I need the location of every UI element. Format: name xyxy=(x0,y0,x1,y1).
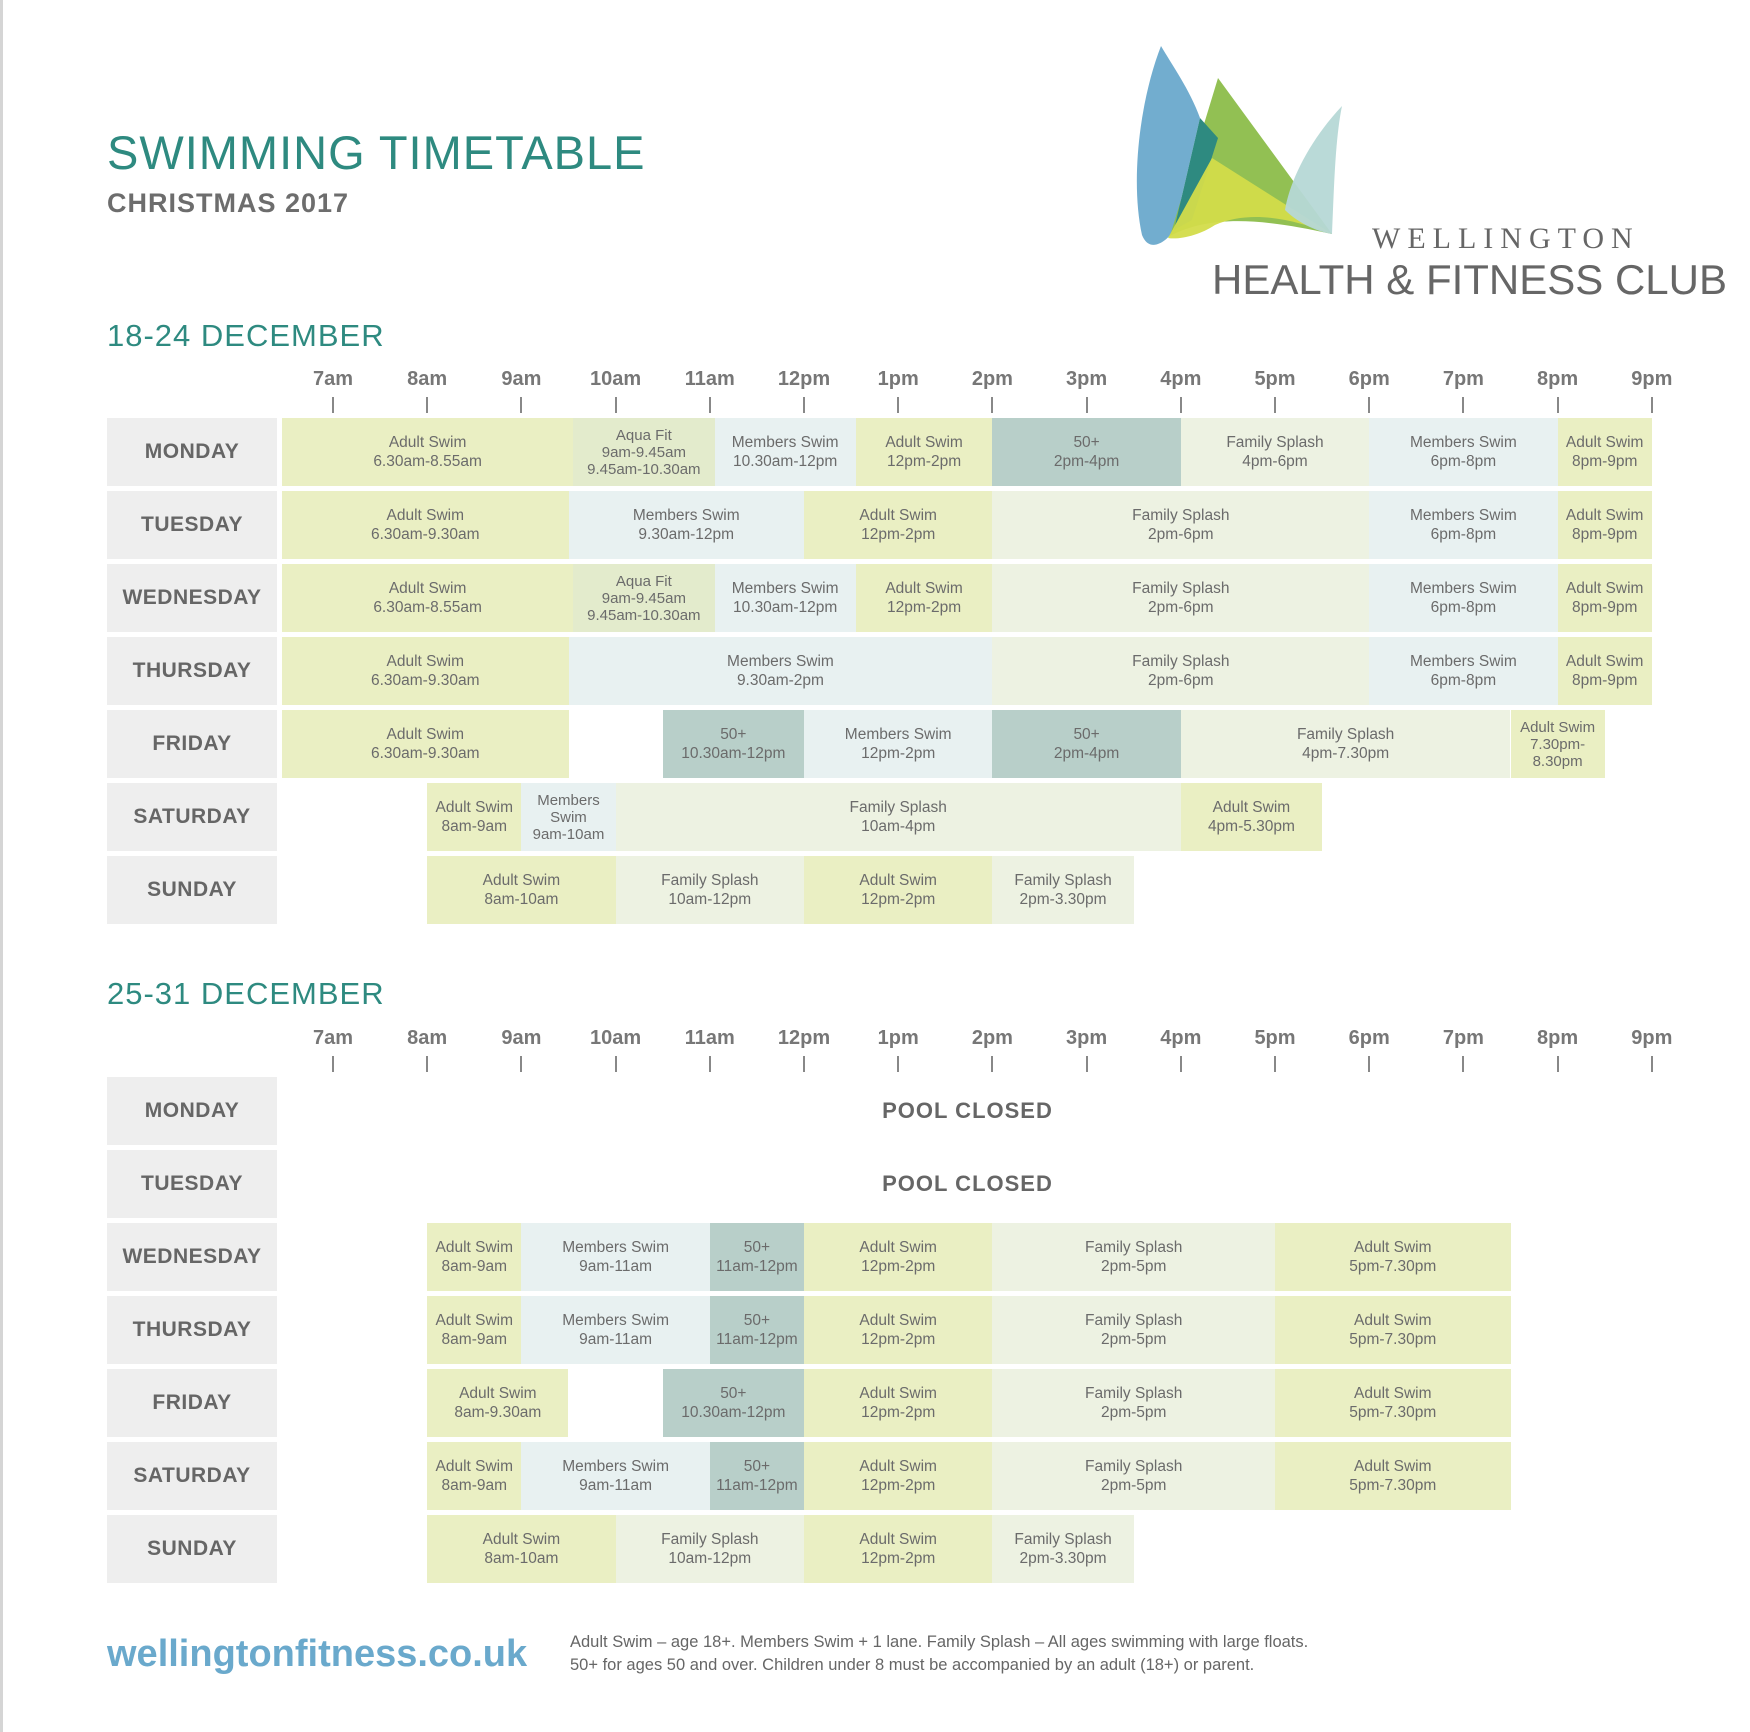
session-time: 6.30am-9.30am xyxy=(370,672,480,689)
session-time: 2pm-6pm xyxy=(1148,672,1214,689)
session-name: Family Splash xyxy=(1085,1312,1183,1329)
session-name: Aqua Fit xyxy=(615,426,672,444)
session-time: 8am-9am xyxy=(441,1258,508,1275)
session-time: 12pm-2pm xyxy=(887,599,962,616)
session-name: Adult Swim xyxy=(1212,799,1291,816)
session-name: Adult Swim xyxy=(859,872,937,889)
session-name: Adult Swim xyxy=(885,580,963,597)
session-time: 12pm-2pm xyxy=(861,1331,936,1348)
session-name: Adult Swim xyxy=(435,1239,514,1256)
day-label-sunday: SUNDAY xyxy=(107,1515,277,1583)
session-block-adult[interactable] xyxy=(427,856,615,924)
session-name: Adult Swim xyxy=(859,1312,937,1329)
session-time: 6pm-8pm xyxy=(1430,672,1497,689)
session-name: Adult Swim xyxy=(1520,718,1596,736)
session-block-family[interactable] xyxy=(992,1296,1275,1364)
session-time: 9am-11am xyxy=(579,1477,653,1494)
session-block-members[interactable] xyxy=(521,1296,709,1364)
hour-label: 12pm xyxy=(777,1027,831,1049)
session-block-adult[interactable] xyxy=(804,1223,992,1291)
session-time: 12pm-2pm xyxy=(887,453,962,470)
day-label-wednesday: WEDNESDAY xyxy=(107,1223,277,1291)
logo-wordmark-line2: HEALTH & FITNESS CLUB xyxy=(1212,256,1727,303)
session-name: Adult Swim xyxy=(435,1458,514,1475)
session-name: Adult Swim xyxy=(435,1312,514,1329)
session-block-adult[interactable] xyxy=(427,1515,615,1583)
page-title: SWIMMING TIMETABLE xyxy=(107,126,646,179)
session-time: 9am-9.45am xyxy=(601,443,686,461)
hour-label: 1pm xyxy=(877,368,919,390)
session-block-members[interactable] xyxy=(521,1442,709,1510)
session-time: 2pm-4pm xyxy=(1053,453,1120,470)
session-name: 50+ xyxy=(720,726,747,743)
session-name: Family Splash xyxy=(1085,1239,1183,1256)
session-time: 5pm-7.30pm xyxy=(1349,1404,1437,1421)
session-time: 9.30am-12pm xyxy=(638,526,735,543)
session-time: 9am-9.45am xyxy=(601,589,686,607)
session-name: Members Swim xyxy=(1409,580,1517,597)
session-block-adult[interactable] xyxy=(282,491,569,559)
session-time: 12pm-2pm xyxy=(861,745,936,762)
hour-tick xyxy=(520,1056,522,1072)
session-time: 8am-9am xyxy=(441,1477,508,1494)
session-block-members[interactable] xyxy=(569,491,805,559)
session-block-adult[interactable] xyxy=(856,418,993,486)
session-name: Members Swim xyxy=(731,434,839,451)
hour-label: 7am xyxy=(312,368,354,390)
hour-tick xyxy=(709,397,711,413)
session-name: Adult Swim xyxy=(482,872,561,889)
hour-label: 8am xyxy=(407,368,448,390)
hour-label: 11am xyxy=(684,1027,735,1049)
hour-label: 7pm xyxy=(1442,368,1484,390)
session-block-adult[interactable] xyxy=(1511,710,1605,778)
hour-tick xyxy=(1274,397,1276,413)
session-block-members[interactable] xyxy=(715,564,856,632)
session-time: 2pm-3.30pm xyxy=(1019,1550,1107,1567)
session-time: 12pm-2pm xyxy=(861,1404,936,1421)
session-block-adult[interactable] xyxy=(427,1442,521,1510)
session-block-adult[interactable] xyxy=(1275,1223,1511,1291)
session-time: 6.30am-9.30am xyxy=(370,745,480,762)
session-time: 10am-4pm xyxy=(861,818,936,835)
hour-label: 7am xyxy=(312,1027,354,1049)
session-block-adult[interactable] xyxy=(1275,1442,1511,1510)
session-block-adult[interactable] xyxy=(282,418,573,486)
session-time: 2pm-5pm xyxy=(1100,1258,1167,1275)
hour-tick xyxy=(709,1056,711,1072)
hour-label: 9am xyxy=(501,1027,542,1049)
hour-label: 8pm xyxy=(1537,368,1579,390)
session-block-members[interactable] xyxy=(1369,418,1557,486)
hour-tick xyxy=(897,1056,899,1072)
session-block-adult[interactable] xyxy=(282,637,569,705)
session-name: Adult Swim xyxy=(386,653,465,670)
day-label-friday: FRIDAY xyxy=(107,1369,277,1437)
session-block-adult[interactable] xyxy=(427,783,521,851)
day-label-saturday: SATURDAY xyxy=(107,1442,277,1510)
hour-label: 3pm xyxy=(1066,1027,1108,1049)
hour-label: 10am xyxy=(590,368,642,390)
session-name: Adult Swim xyxy=(386,726,465,743)
hour-tick xyxy=(991,1056,993,1072)
session-name: Members xyxy=(537,791,600,809)
session-block-aqua[interactable] xyxy=(573,418,714,486)
session-block-family[interactable] xyxy=(992,491,1369,559)
session-block-fifty[interactable] xyxy=(710,1442,804,1510)
session-time: 8am-10am xyxy=(484,1550,559,1567)
footer-note-line2: 50+ for ages 50 and over. Children under 8 must be accompanied by an adult (18+) or parent. xyxy=(570,1656,1255,1674)
session-name: Adult Swim xyxy=(859,1531,937,1548)
day-label-monday: MONDAY xyxy=(107,1077,277,1145)
hour-label: 5pm xyxy=(1254,368,1296,390)
hour-tick xyxy=(1462,397,1464,413)
session-name: Adult Swim xyxy=(1565,580,1644,597)
session-block-adult[interactable] xyxy=(282,564,573,632)
session-name: 50+ xyxy=(1073,726,1100,743)
session-name: Aqua Fit xyxy=(615,572,672,590)
session-time: 6.30am-8.55am xyxy=(373,599,482,616)
hour-label: 7pm xyxy=(1442,1027,1484,1049)
session-name: Adult Swim xyxy=(1565,507,1644,524)
hour-tick xyxy=(1557,397,1559,413)
session-block-family[interactable] xyxy=(616,1515,804,1583)
session-name: Members Swim xyxy=(1409,434,1517,451)
session-block-adult[interactable] xyxy=(804,856,992,924)
session-block-fifty[interactable] xyxy=(992,710,1180,778)
session-name: 50+ xyxy=(1073,434,1100,451)
session-time: 6pm-8pm xyxy=(1430,453,1497,470)
hour-tick xyxy=(1651,1056,1653,1072)
session-block-family[interactable] xyxy=(992,564,1369,632)
session-name: Adult Swim xyxy=(885,434,963,451)
hour-tick xyxy=(1368,1056,1370,1072)
session-name: Adult Swim xyxy=(1565,653,1644,670)
session-block-members[interactable] xyxy=(521,1223,709,1291)
session-time: 8pm-9pm xyxy=(1571,453,1638,470)
hour-label: 2pm xyxy=(971,1027,1013,1049)
session-block-adult[interactable] xyxy=(1275,1296,1511,1364)
hour-tick xyxy=(520,397,522,413)
session-name: Adult Swim xyxy=(435,799,514,816)
day-label-thursday: THURSDAY xyxy=(107,637,277,705)
session-time: 8am-9am xyxy=(441,1331,508,1348)
hour-label: 6pm xyxy=(1348,1027,1390,1049)
hour-tick xyxy=(1086,397,1088,413)
session-time: 8pm-9pm xyxy=(1571,672,1638,689)
session-name: Family Splash xyxy=(1014,1531,1112,1548)
week-heading: 18-24 DECEMBER xyxy=(107,318,385,353)
hour-label: 8am xyxy=(407,1027,448,1049)
session-name: Adult Swim xyxy=(459,1385,537,1402)
session-name: Members Swim xyxy=(731,580,839,597)
hour-label: 9am xyxy=(501,368,542,390)
hour-tick xyxy=(1180,1056,1182,1072)
session-block-adult[interactable] xyxy=(804,1515,992,1583)
session-name: Family Splash xyxy=(1014,872,1112,889)
session-block-adult[interactable] xyxy=(1558,418,1652,486)
hour-label: 5pm xyxy=(1254,1027,1296,1049)
session-block-members[interactable] xyxy=(715,418,856,486)
session-block-adult[interactable] xyxy=(804,1442,992,1510)
session-time: 10.30am-12pm xyxy=(733,453,838,470)
hour-tick xyxy=(1086,1056,1088,1072)
session-block-adult[interactable] xyxy=(1558,564,1652,632)
day-label-saturday: SATURDAY xyxy=(107,783,277,851)
hour-tick xyxy=(332,1056,334,1072)
session-name: Adult Swim xyxy=(1353,1239,1432,1256)
hour-tick xyxy=(803,1056,805,1072)
session-block-adult[interactable] xyxy=(282,710,569,778)
session-time: 11am-12pm xyxy=(716,1477,798,1494)
hour-label: 2pm xyxy=(971,368,1013,390)
hour-label: 9pm xyxy=(1631,1027,1673,1049)
session-name: Adult Swim xyxy=(388,434,467,451)
session-time: 4pm-5.30pm xyxy=(1207,818,1295,835)
session-name: Family Splash xyxy=(661,872,759,889)
session-time: Swim xyxy=(550,808,587,826)
logo-light-sail xyxy=(1285,106,1342,234)
day-label-wednesday: WEDNESDAY xyxy=(107,564,277,632)
session-time: 8pm-9pm xyxy=(1571,599,1638,616)
session-name: 50+ xyxy=(743,1458,771,1475)
hour-label: 1pm xyxy=(877,1027,919,1049)
session-block-fifty[interactable] xyxy=(710,1223,804,1291)
session-block-family[interactable] xyxy=(992,637,1369,705)
session-name: 50+ xyxy=(720,1385,747,1402)
hour-label: 3pm xyxy=(1066,368,1108,390)
hour-tick xyxy=(1368,397,1370,413)
session-name: Adult Swim xyxy=(859,1385,937,1402)
hour-tick xyxy=(897,397,899,413)
session-name: Adult Swim xyxy=(1353,1312,1432,1329)
session-time: 12pm-2pm xyxy=(861,1550,936,1567)
pool-closed-label: POOL CLOSED xyxy=(882,1098,1053,1123)
session-name: Members Swim xyxy=(632,507,740,524)
session-block-members[interactable] xyxy=(569,637,993,705)
session-name: Adult Swim xyxy=(859,1458,937,1475)
session-block-adult[interactable] xyxy=(856,564,993,632)
session-time: 2pm-5pm xyxy=(1100,1331,1167,1348)
session-name: Adult Swim xyxy=(1353,1385,1432,1402)
session-time: 12pm-2pm xyxy=(861,526,936,543)
session-name: Family Splash xyxy=(1132,507,1230,524)
session-name: Family Splash xyxy=(661,1531,759,1548)
session-name: Adult Swim xyxy=(859,1239,937,1256)
week-heading: 25-31 DECEMBER xyxy=(107,976,385,1011)
session-time: 4pm-7.30pm xyxy=(1302,745,1390,762)
session-block-adult[interactable] xyxy=(804,491,992,559)
session-block-family[interactable] xyxy=(992,1223,1275,1291)
session-name: Family Splash xyxy=(1132,580,1230,597)
session-block-family[interactable] xyxy=(1181,710,1511,778)
session-time: 8am-9.30am xyxy=(454,1404,542,1421)
session-block-family[interactable] xyxy=(1181,418,1369,486)
session-time: 9.45am-10.30am xyxy=(587,460,701,478)
session-block-members[interactable] xyxy=(1369,637,1557,705)
day-label-tuesday: TUESDAY xyxy=(107,1150,277,1218)
session-time: 2pm-3.30pm xyxy=(1019,891,1107,908)
session-time: 9am-11am xyxy=(579,1331,653,1348)
session-name: Family Splash xyxy=(1085,1385,1183,1402)
session-time: 8.30pm xyxy=(1532,752,1583,770)
session-time: 6pm-8pm xyxy=(1430,526,1497,543)
session-time: 10am-12pm xyxy=(668,1550,752,1567)
session-name: 50+ xyxy=(743,1312,771,1329)
session-block-fifty[interactable] xyxy=(710,1296,804,1364)
hour-tick xyxy=(426,1056,428,1072)
session-time: 7.30pm- xyxy=(1530,735,1586,753)
session-block-adult[interactable] xyxy=(804,1296,992,1364)
session-block-family[interactable] xyxy=(992,1515,1133,1583)
session-block-adult[interactable] xyxy=(427,1223,521,1291)
session-time: 9am-11am xyxy=(579,1258,653,1275)
session-block-adult[interactable] xyxy=(427,1296,521,1364)
session-name: Members Swim xyxy=(727,653,834,670)
hour-tick xyxy=(1651,397,1653,413)
session-name: Members Swim xyxy=(1409,507,1517,524)
session-name: Adult Swim xyxy=(1353,1458,1432,1475)
hour-tick xyxy=(803,397,805,413)
session-name: Family Splash xyxy=(1085,1458,1183,1475)
session-name: Members Swim xyxy=(562,1312,669,1329)
session-time: 10am-12pm xyxy=(668,891,752,908)
hour-label: 10am xyxy=(590,1027,642,1049)
hour-tick xyxy=(615,397,617,413)
footer-note-line1: Adult Swim – age 18+. Members Swim + 1 lane. Family Splash – All ages swimming with large floats. xyxy=(570,1633,1309,1651)
session-name: Family Splash xyxy=(849,799,947,816)
session-block-family[interactable] xyxy=(992,1369,1275,1437)
session-time: 12pm-2pm xyxy=(861,1258,936,1275)
session-block-fifty[interactable] xyxy=(663,710,804,778)
session-name: Family Splash xyxy=(1132,653,1230,670)
session-block-fifty[interactable] xyxy=(663,1369,804,1437)
session-time: 10.30am-12pm xyxy=(681,745,786,762)
session-block-adult[interactable] xyxy=(427,1369,568,1437)
session-time: 12pm-2pm xyxy=(861,1477,936,1494)
session-block-aqua[interactable] xyxy=(573,564,714,632)
session-name: Family Splash xyxy=(1226,434,1324,451)
session-name: Adult Swim xyxy=(388,580,467,597)
session-block-adult[interactable] xyxy=(1558,637,1652,705)
hour-label: 6pm xyxy=(1348,368,1390,390)
session-block-family[interactable] xyxy=(616,856,804,924)
session-name: Members Swim xyxy=(1409,653,1517,670)
day-label-tuesday: TUESDAY xyxy=(107,491,277,559)
hour-label: 4pm xyxy=(1160,368,1202,390)
session-time: 2pm-6pm xyxy=(1148,526,1214,543)
hour-tick xyxy=(991,397,993,413)
session-block-adult[interactable] xyxy=(1558,491,1652,559)
session-name: Family Splash xyxy=(1296,726,1395,743)
session-block-fifty[interactable] xyxy=(992,418,1180,486)
hour-tick xyxy=(332,397,334,413)
session-time: 5pm-7.30pm xyxy=(1349,1331,1437,1348)
session-time: 9.30am-2pm xyxy=(736,672,824,689)
session-block-members[interactable] xyxy=(804,710,992,778)
website-link[interactable]: wellingtonfitness.co.uk xyxy=(107,1633,528,1675)
logo-wordmark-line1: WELLINGTON xyxy=(1372,222,1640,255)
hour-label: 8pm xyxy=(1537,1027,1579,1049)
session-time: 2pm-5pm xyxy=(1100,1477,1167,1494)
hour-tick xyxy=(1557,1056,1559,1072)
hour-tick xyxy=(615,1056,617,1072)
session-block-adult[interactable] xyxy=(804,1369,992,1437)
day-label-thursday: THURSDAY xyxy=(107,1296,277,1364)
hour-label: 12pm xyxy=(777,368,831,390)
session-time: 2pm-4pm xyxy=(1053,745,1120,762)
hour-label: 11am xyxy=(684,368,735,390)
hour-label: 4pm xyxy=(1160,1027,1202,1049)
session-name: Adult Swim xyxy=(859,507,937,524)
day-label-monday: MONDAY xyxy=(107,418,277,486)
session-block-members[interactable] xyxy=(521,783,615,851)
session-name: Members Swim xyxy=(562,1239,669,1256)
day-label-friday: FRIDAY xyxy=(107,710,277,778)
session-name: Members Swim xyxy=(562,1458,669,1475)
session-block-family[interactable] xyxy=(992,1442,1275,1510)
page-edge-rule xyxy=(0,0,3,1732)
session-time: 5pm-7.30pm xyxy=(1349,1258,1437,1275)
session-time: 6pm-8pm xyxy=(1430,599,1497,616)
hour-tick xyxy=(1274,1056,1276,1072)
session-block-adult[interactable] xyxy=(1275,1369,1511,1437)
session-name: Adult Swim xyxy=(1565,434,1644,451)
session-time: 11am-12pm xyxy=(716,1258,798,1275)
session-time: 6.30am-9.30am xyxy=(370,526,480,543)
session-time: 10.30am-12pm xyxy=(681,1404,786,1421)
day-label-sunday: SUNDAY xyxy=(107,856,277,924)
session-block-members[interactable] xyxy=(1369,491,1557,559)
session-time: 8am-10am xyxy=(484,891,559,908)
session-time: 11am-12pm xyxy=(716,1331,798,1348)
session-time: 10.30am-12pm xyxy=(733,599,838,616)
session-time: 4pm-6pm xyxy=(1242,453,1308,470)
hour-label: 9pm xyxy=(1631,368,1673,390)
session-time: 5pm-7.30pm xyxy=(1349,1477,1437,1494)
pool-closed-label: POOL CLOSED xyxy=(882,1171,1053,1196)
session-time: 8pm-9pm xyxy=(1571,526,1638,543)
session-time: 2pm-6pm xyxy=(1148,599,1214,616)
session-name: 50+ xyxy=(743,1239,771,1256)
session-name: Members Swim xyxy=(844,726,952,743)
hour-tick xyxy=(1462,1056,1464,1072)
session-time: 9.45am-10.30am xyxy=(587,606,701,624)
session-time: 2pm-5pm xyxy=(1100,1404,1167,1421)
page-subtitle: CHRISTMAS 2017 xyxy=(107,188,350,218)
session-name: Adult Swim xyxy=(482,1531,561,1548)
session-time: 6.30am-8.55am xyxy=(373,453,482,470)
session-time: 12pm-2pm xyxy=(861,891,936,908)
session-time: 9am-10am xyxy=(532,825,605,843)
session-name: Adult Swim xyxy=(386,507,465,524)
session-block-family[interactable] xyxy=(992,856,1133,924)
session-block-members[interactable] xyxy=(1369,564,1557,632)
session-block-family[interactable] xyxy=(616,783,1181,851)
hour-tick xyxy=(1180,397,1182,413)
session-time: 8am-9am xyxy=(441,818,508,835)
session-block-adult[interactable] xyxy=(1181,783,1322,851)
hour-tick xyxy=(426,397,428,413)
